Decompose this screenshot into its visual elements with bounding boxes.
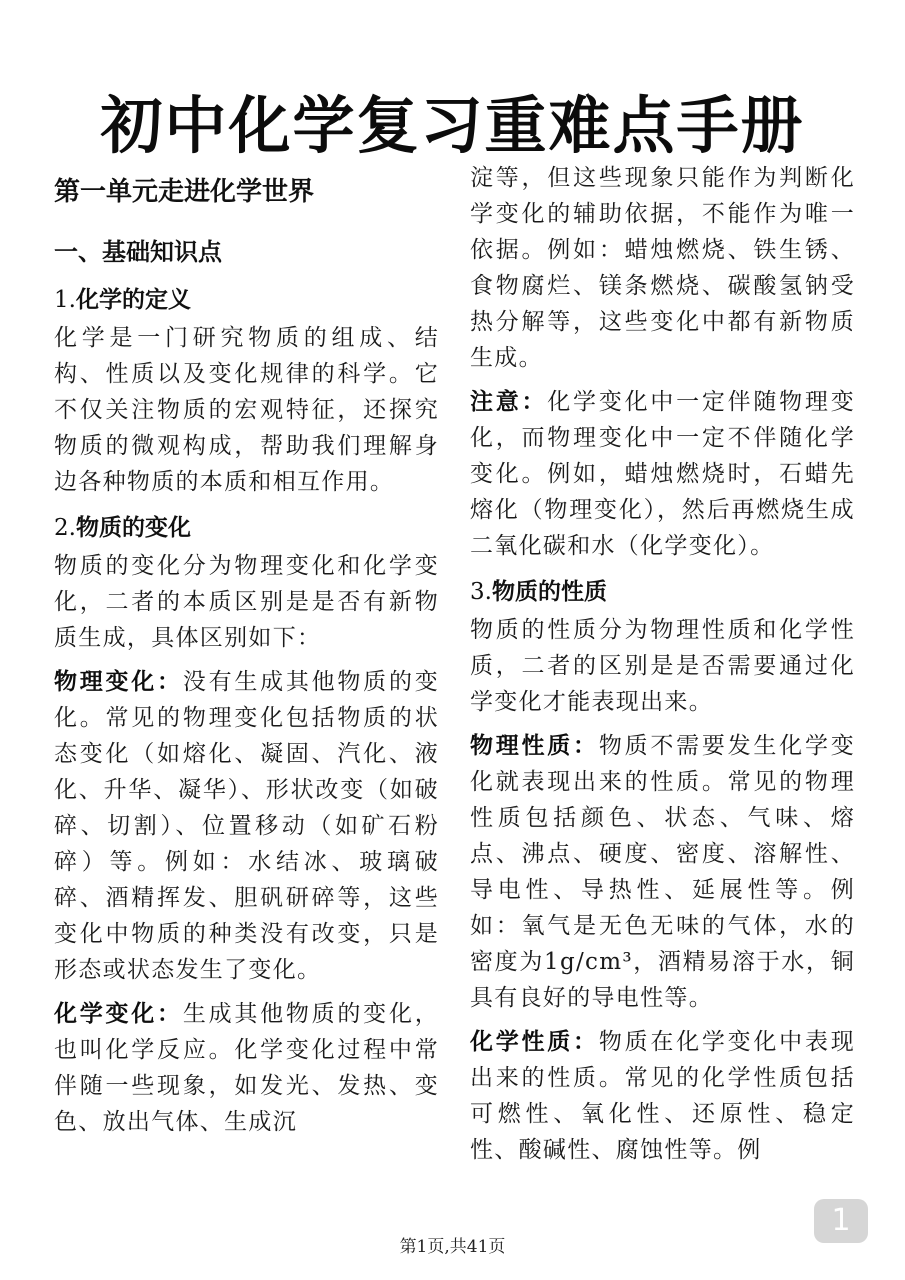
physical-change-paragraph xyxy=(54,664,439,988)
subheading-name: 化学的定义 xyxy=(75,287,191,313)
subheading-properties xyxy=(470,572,855,612)
chemical-property-paragraph xyxy=(470,1024,855,1168)
subheading-name: 物质的性质 xyxy=(491,579,607,605)
page-number-badge: 1 xyxy=(814,1199,868,1243)
section-heading: 一、基础知识点 xyxy=(54,238,222,266)
left-column xyxy=(54,168,439,1148)
physical-property-text: 物质不需要发生化学变化就表现出来的性质。常见的物理性质包括颜色、状态、气味、熔点、沸点、硬度、密度、溶解性、导电性、导热性、延展性等。例如：氧气是无色无味的气体，水的密度为1g/cm³，酒精易溶于水，铜具有良好的导电性等。 xyxy=(470,733,856,1011)
continued-paragraph: 淀等，但这些现象只能作为判断化学变化的辅助依据，不能作为唯一依据。例如：蜡烛燃烧、铁生锈、食物腐烂、镁条燃烧、碳酸氢钠受热分解等，这些变化中都有新物质生成。 xyxy=(470,165,855,371)
chemical-change-text: 生成其他物质的变化，也叫化学反应。化学变化过程中常伴随一些现象，如发光、发热、变色、放出气体、生成沉 xyxy=(54,1001,440,1135)
chemical-property-text: 物质在化学变化中表现出来的性质。常见的化学性质包括可燃性、氧化性、还原性、稳定性、酸碱性、腐蚀性等。例 xyxy=(470,1029,856,1163)
document-title: 初中化学复习重难点手册 xyxy=(100,89,805,162)
right-column xyxy=(470,160,855,1176)
note-paragraph xyxy=(470,384,855,564)
physical-property-paragraph xyxy=(470,728,855,1016)
physical-change-term: 物理变化： xyxy=(54,669,183,695)
chemical-change-paragraph xyxy=(54,996,439,1140)
note-text: 化学变化中一定伴随物理变化，而物理变化中一定不伴随化学变化。例如，蜡烛燃烧时，石蜡先熔化（物理变化），然后再燃烧生成二氧化碳和水（化学变化）。 xyxy=(470,389,855,559)
physical-property-term: 物理性质： xyxy=(470,733,599,759)
physical-change-text: 没有生成其他物质的变化。常见的物理变化包括物质的状态变化（如熔化、凝固、汽化、液化、升华、凝华）、形状改变（如破碎、切割）、位置移动（如矿石粉碎）等。例如：水结冰、玻璃破碎、酒精挥发、胆矾研碎等，这些变化中物质的种类没有改变，只是形态或状态发生了变化。 xyxy=(54,669,440,983)
subheading-number: 1. xyxy=(54,287,76,313)
subheading-number: 2. xyxy=(54,515,76,541)
changes-intro-paragraph: 物质的变化分为物理变化和化学变化，二者的本质区别是是否有新物质生成，具体区别如下： xyxy=(54,553,439,651)
subheading-number: 3. xyxy=(470,579,492,605)
unit-heading: 第一单元走进化学世界 xyxy=(54,177,315,207)
definition-paragraph: 化学是一门研究物质的组成、结构、性质以及变化规律的科学。它不仅关注物质的宏观特征，还探究物质的微观构成，帮助我们理解身边各种物质的本质和相互作用。 xyxy=(54,325,439,495)
subheading-definition xyxy=(54,280,439,320)
note-term: 注意： xyxy=(470,389,548,415)
page-footer: 第1页,共41页 xyxy=(399,1237,506,1257)
subheading-changes xyxy=(54,508,439,548)
chemical-change-term: 化学变化： xyxy=(54,1001,183,1027)
properties-intro-paragraph: 物质的性质分为物理性质和化学性质，二者的区别是是否需要通过化学变化才能表现出来。 xyxy=(470,617,855,715)
subheading-name: 物质的变化 xyxy=(75,515,191,541)
chemical-property-term: 化学性质： xyxy=(470,1029,599,1055)
